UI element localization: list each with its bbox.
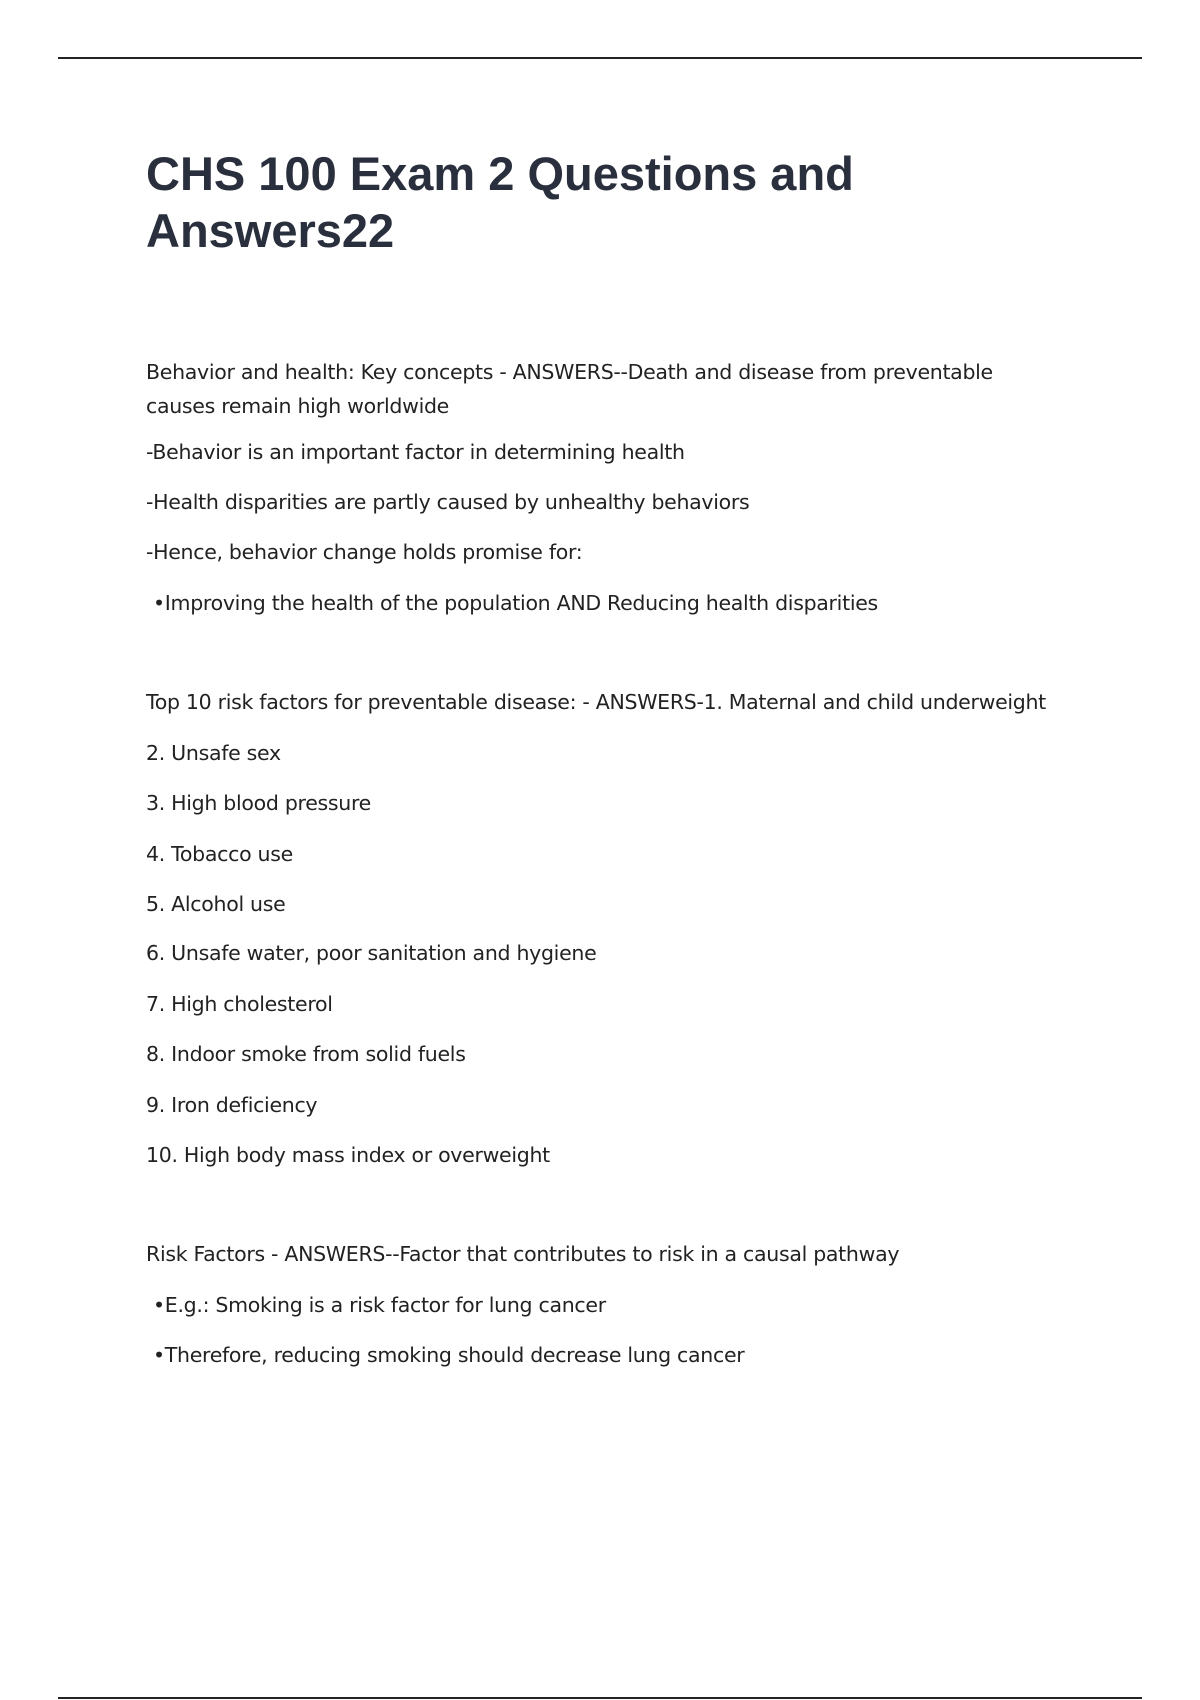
answer-line: •Therefore, reducing smoking should decrease lung cancer xyxy=(153,1343,745,1367)
answer-line: -Health disparities are partly caused by unhealthy behaviors xyxy=(146,490,750,514)
list-item: 2. Unsafe sex xyxy=(146,741,281,765)
answer-line xyxy=(146,1143,1066,1167)
answer-line xyxy=(146,791,1066,815)
list-item: 8. Indoor smoke from solid fuels xyxy=(146,1042,466,1066)
answer-line xyxy=(146,1093,1066,1117)
question-answer-intro: Top 10 risk factors for preventable disease: - ANSWERS-1. Maternal and child underweight xyxy=(146,690,1046,714)
answer-line xyxy=(146,1042,1066,1066)
bottom-rule xyxy=(58,1697,1142,1699)
answer-line xyxy=(146,490,1066,514)
list-item: 6. Unsafe water, poor sanitation and hygiene xyxy=(146,941,597,965)
question-answer-intro: Risk Factors - ANSWERS--Factor that contributes to risk in a causal pathway xyxy=(146,1242,900,1266)
section-behavior-and-health xyxy=(146,355,1066,423)
answer-line xyxy=(146,941,1066,965)
section-top-10-risk-factors xyxy=(146,690,1066,714)
answer-line: -Behavior is an important factor in determining health xyxy=(146,440,685,464)
answer-bullet xyxy=(146,1343,1066,1367)
title-line-2: Answers22 xyxy=(146,204,395,257)
answer-line xyxy=(146,892,1066,916)
answer-line xyxy=(146,741,1066,765)
list-item: 3. High blood pressure xyxy=(146,791,371,815)
document-title xyxy=(146,145,1066,259)
answer-line: -Hence, behavior change holds promise for: xyxy=(146,540,583,564)
answer-line xyxy=(146,842,1066,866)
answer-bullet xyxy=(146,591,1066,615)
answer-bullet xyxy=(146,1293,1066,1317)
list-item: 4. Tobacco use xyxy=(146,842,293,866)
answer-line xyxy=(146,540,1066,564)
top-rule xyxy=(58,57,1142,59)
answer-line xyxy=(146,992,1066,1016)
question-answer-intro: Behavior and health: Key concepts - ANSWERS--Death and disease from preventable causes remain high worldwide xyxy=(146,360,993,418)
answer-line: •Improving the health of the population AND Reducing health disparities xyxy=(153,591,878,615)
title-line-1: CHS 100 Exam 2 Questions and xyxy=(146,147,854,200)
list-item: 10. High body mass index or overweight xyxy=(146,1143,550,1167)
answer-line xyxy=(146,440,1066,464)
list-item: 5. Alcohol use xyxy=(146,892,286,916)
section-risk-factors xyxy=(146,1242,1066,1266)
answer-line: •E.g.: Smoking is a risk factor for lung cancer xyxy=(153,1293,606,1317)
list-item: 9. Iron deficiency xyxy=(146,1093,318,1117)
list-item: 7. High cholesterol xyxy=(146,992,333,1016)
